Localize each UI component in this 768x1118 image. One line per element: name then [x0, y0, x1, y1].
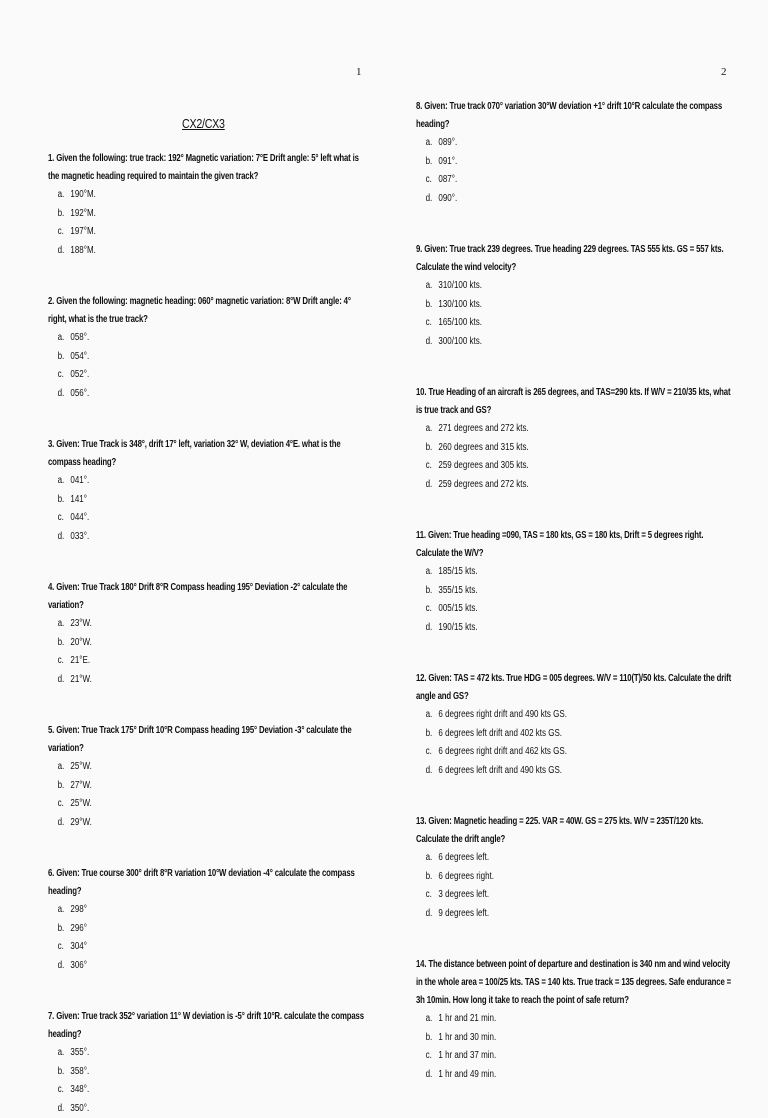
question-text: 6. Given: True course 300° drift 8°R variation 10°W deviation -4° calculate the compass heading? [48, 865, 368, 901]
option-text: 310/100 kts. [438, 277, 482, 296]
question [416, 527, 740, 637]
option-text: 300/100 kts. [438, 333, 482, 352]
option-text: 355/15 kts. [438, 582, 477, 601]
spacer [48, 403, 368, 436]
option-text: 056°. [70, 385, 89, 404]
option-letter: b. [58, 1063, 68, 1082]
answer-option [416, 1047, 675, 1066]
option-text: 20°W. [70, 634, 91, 653]
option-letter: a. [426, 420, 436, 439]
option-list [416, 134, 740, 208]
question-text: 9. Given: True track 239 degrees. True heading 229 degrees. TAS 555 kts. GS = 557 kts. Calculate the wind velocity? [416, 241, 736, 277]
option-letter: a. [426, 277, 436, 296]
option-text: 058°. [70, 329, 89, 348]
answer-option [48, 758, 304, 777]
option-letter: d. [58, 814, 68, 833]
question [48, 579, 368, 689]
option-list [416, 277, 740, 351]
question [48, 865, 368, 975]
answer-option [416, 1066, 675, 1085]
option-list [48, 186, 368, 260]
option-text: 087°. [438, 171, 457, 190]
option-letter: d. [426, 476, 436, 495]
answer-option [48, 901, 304, 920]
answer-option [416, 457, 675, 476]
question [48, 436, 368, 546]
option-letter: b. [58, 491, 68, 510]
option-text: 9 degrees left. [438, 905, 489, 924]
option-text: 090°. [438, 190, 457, 209]
option-text: 1 hr and 37 min. [438, 1047, 496, 1066]
option-list [416, 563, 740, 637]
option-text: 1 hr and 30 min. [438, 1029, 496, 1048]
option-text: 306° [70, 957, 87, 976]
option-letter: c. [426, 600, 436, 619]
option-text: 6 degrees right drift and 490 kts GS. [438, 706, 567, 725]
option-letter: c. [58, 366, 68, 385]
spacer [48, 832, 368, 865]
option-letter: b. [58, 348, 68, 367]
answer-option [416, 762, 675, 781]
answer-option [48, 329, 304, 348]
answer-option [416, 563, 675, 582]
option-text: 165/100 kts. [438, 314, 482, 333]
spacer [416, 494, 740, 527]
option-letter: d. [58, 528, 68, 547]
option-text: 355°. [70, 1044, 89, 1063]
question-text: 7. Given: True track 352° variation 11° W deviation is -5° drift 10°R. calculate the compass heading? [48, 1008, 368, 1044]
option-letter: a. [426, 134, 436, 153]
option-text: 27°W. [70, 777, 91, 796]
question [48, 722, 368, 832]
option-text: 041°. [70, 472, 89, 491]
option-letter: d. [426, 1066, 436, 1085]
question [48, 150, 368, 260]
option-letter: d. [426, 762, 436, 781]
option-text: 188°M. [70, 242, 95, 261]
question [48, 293, 368, 403]
option-letter: d. [58, 1100, 68, 1118]
answer-option [416, 886, 675, 905]
option-text: 21°E. [70, 652, 90, 671]
spacer [48, 689, 368, 722]
option-letter: d. [58, 957, 68, 976]
option-letter: c. [426, 886, 436, 905]
option-letter: d. [426, 619, 436, 638]
answer-option [416, 600, 675, 619]
question-column-right [416, 98, 740, 1084]
option-text: 260 degrees and 315 kts. [438, 439, 528, 458]
question-text: 14. The distance between point of departure and destination is 340 nm and wind velocity in the whole area = 100/25 kts. TAS = 140 kts. True track = 135 degrees. Safe endurance = 3h 10min. How long it take to reach the point of safe return? [416, 956, 736, 1010]
answer-option [48, 186, 304, 205]
option-letter: c. [58, 223, 68, 242]
answer-option [416, 134, 675, 153]
option-letter: c. [58, 509, 68, 528]
option-text: 197°M. [70, 223, 95, 242]
option-text: 21°W. [70, 671, 91, 690]
answer-option [48, 615, 304, 634]
answer-option [48, 634, 304, 653]
question [416, 670, 740, 780]
option-letter: b. [426, 868, 436, 887]
answer-option [416, 333, 675, 352]
option-text: 044°. [70, 509, 89, 528]
option-letter: b. [58, 205, 68, 224]
answer-option [416, 296, 675, 315]
question-text: 3. Given: True Track is 348°, drift 17° left, variation 32° W, deviation 4°E. what is the compass heading? [48, 436, 368, 472]
option-letter: c. [426, 457, 436, 476]
option-text: 6 degrees left drift and 490 kts GS. [438, 762, 562, 781]
option-text: 005/15 kts. [438, 600, 477, 619]
option-letter: a. [58, 901, 68, 920]
question-text: 2. Given the following: magnetic heading: 060° magnetic variation: 8°W Drift angle: 4° right, what is the true track? [48, 293, 368, 329]
option-text: 358°. [70, 1063, 89, 1082]
option-letter: c. [58, 938, 68, 957]
answer-option [48, 1044, 304, 1063]
option-letter: b. [426, 153, 436, 172]
answer-option [48, 777, 304, 796]
answer-option [416, 420, 675, 439]
answer-option [48, 814, 304, 833]
answer-option [48, 491, 304, 510]
option-letter: b. [426, 725, 436, 744]
option-list [48, 329, 368, 403]
answer-option [416, 619, 675, 638]
option-text: 190/15 kts. [438, 619, 477, 638]
question-text: 5. Given: True Track 175° Drift 10°R Compass heading 195° Deviation -3° calculate the variation? [48, 722, 368, 758]
answer-option [416, 277, 675, 296]
option-text: 350°. [70, 1100, 89, 1118]
option-text: 141° [70, 491, 87, 510]
answer-option [48, 223, 304, 242]
option-letter: a. [426, 706, 436, 725]
spacer [48, 260, 368, 293]
option-letter: a. [58, 472, 68, 491]
question-text: 10. True Heading of an aircraft is 265 degrees, and TAS=290 kts. If W/V = 210/35 kts, what is true track and GS? [416, 384, 736, 420]
option-text: 1 hr and 49 min. [438, 1066, 496, 1085]
page-number: 1 [356, 66, 362, 78]
spacer [48, 975, 368, 1008]
answer-option [416, 439, 675, 458]
option-text: 6 degrees right. [438, 868, 494, 887]
option-letter: c. [426, 314, 436, 333]
option-list [416, 1010, 740, 1084]
option-text: 296° [70, 920, 87, 939]
spacer [416, 637, 740, 670]
spacer [416, 351, 740, 384]
option-letter: a. [58, 615, 68, 634]
option-letter: d. [58, 385, 68, 404]
question [48, 1008, 368, 1118]
option-letter: b. [426, 296, 436, 315]
answer-option [416, 190, 675, 209]
option-text: 190°M. [70, 186, 95, 205]
option-text: 185/15 kts. [438, 563, 477, 582]
option-letter: b. [426, 582, 436, 601]
option-letter: c. [426, 1047, 436, 1066]
option-text: 052°. [70, 366, 89, 385]
answer-option [48, 671, 304, 690]
option-text: 6 degrees left. [438, 849, 489, 868]
option-letter: b. [426, 1029, 436, 1048]
answer-option [416, 314, 675, 333]
answer-option [416, 171, 675, 190]
answer-option [48, 1063, 304, 1082]
answer-option [48, 472, 304, 491]
option-text: 089°. [438, 134, 457, 153]
question-text: 1. Given the following: true track: 192° Magnetic variation: 7°E Drift angle: 5° left what is the magnetic heading required to maintain the given track? [48, 150, 368, 186]
option-letter: a. [426, 563, 436, 582]
answer-option [48, 795, 304, 814]
option-text: 348°. [70, 1081, 89, 1100]
answer-option [416, 582, 675, 601]
option-letter: b. [58, 920, 68, 939]
question-text: 12. Given: TAS = 472 kts. True HDG = 005 degrees. W/V = 110(T)/50 kts. Calculate the drift angle and GS? [416, 670, 736, 706]
answer-option [48, 957, 304, 976]
option-text: 25°W. [70, 758, 91, 777]
answer-option [416, 476, 675, 495]
option-letter: a. [58, 329, 68, 348]
option-text: 054°. [70, 348, 89, 367]
option-text: 130/100 kts. [438, 296, 482, 315]
option-text: 091°. [438, 153, 457, 172]
option-list [416, 706, 740, 780]
option-letter: c. [58, 795, 68, 814]
option-text: 6 degrees left drift and 402 kts GS. [438, 725, 562, 744]
option-letter: c. [426, 743, 436, 762]
answer-option [416, 706, 675, 725]
option-letter: c. [58, 652, 68, 671]
option-letter: b. [426, 439, 436, 458]
page-number: 2 [721, 66, 727, 78]
question [416, 241, 740, 351]
question-text: 13. Given: Magnetic heading = 225. VAR = 40W. GS = 275 kts. W/V = 235T/120 kts. Calculate the drift angle? [416, 813, 736, 849]
option-list [416, 420, 740, 494]
option-letter: c. [58, 1081, 68, 1100]
spacer [416, 780, 740, 813]
spacer [48, 546, 368, 579]
answer-option [416, 153, 675, 172]
question [416, 98, 740, 208]
option-text: 298° [70, 901, 87, 920]
option-text: 271 degrees and 272 kts. [438, 420, 528, 439]
option-text: 192°M. [70, 205, 95, 224]
option-letter: d. [58, 242, 68, 261]
option-letter: a. [58, 186, 68, 205]
question [416, 384, 740, 494]
option-letter: a. [58, 758, 68, 777]
question-text: 4. Given: True Track 180° Drift 8°R Compass heading 195° Deviation -2° calculate the variation? [48, 579, 368, 615]
option-list [48, 615, 368, 689]
option-text: 6 degrees right drift and 462 kts GS. [438, 743, 567, 762]
answer-option [48, 385, 304, 404]
option-letter: d. [426, 333, 436, 352]
option-text: 3 degrees left. [438, 886, 489, 905]
option-letter: d. [426, 190, 436, 209]
answer-option [48, 938, 304, 957]
question [416, 956, 740, 1084]
answer-option [48, 1081, 304, 1100]
page-left [0, 0, 384, 1024]
option-text: 1 hr and 21 min. [438, 1010, 496, 1029]
option-text: 29°W. [70, 814, 91, 833]
answer-option [416, 1010, 675, 1029]
answer-option [416, 725, 675, 744]
option-list [48, 472, 368, 546]
answer-option [48, 920, 304, 939]
answer-option [48, 528, 304, 547]
answer-option [48, 348, 304, 367]
option-list [48, 1044, 368, 1118]
question [416, 813, 740, 923]
question-text: 8. Given: True track 070° variation 30°W deviation +1° drift 10°R calculate the compass heading? [416, 98, 736, 134]
option-text: 23°W. [70, 615, 91, 634]
option-letter: c. [426, 171, 436, 190]
spacer [416, 208, 740, 241]
answer-option [48, 509, 304, 528]
answer-option [48, 366, 304, 385]
answer-option [416, 849, 675, 868]
question-text: 11. Given: True heading =090, TAS = 180 kts, GS = 180 kts, Drift = 5 degrees right. Calculate the W/V? [416, 527, 736, 563]
answer-option [416, 1029, 675, 1048]
option-list [48, 901, 368, 975]
spacer [416, 923, 740, 956]
option-letter: a. [426, 1010, 436, 1029]
answer-option [48, 652, 304, 671]
answer-option [416, 868, 675, 887]
option-letter: d. [426, 905, 436, 924]
option-text: 259 degrees and 305 kts. [438, 457, 528, 476]
option-list [416, 849, 740, 923]
question-column-left [48, 150, 368, 1118]
option-list [48, 758, 368, 832]
option-text: 304° [70, 938, 87, 957]
answer-option [416, 743, 675, 762]
page-title: CX2/CX3 [182, 116, 225, 131]
option-letter: d. [58, 671, 68, 690]
option-text: 259 degrees and 272 kts. [438, 476, 528, 495]
option-letter: a. [58, 1044, 68, 1063]
answer-option [48, 1100, 304, 1118]
option-letter: b. [58, 777, 68, 796]
option-letter: b. [58, 634, 68, 653]
option-text: 25°W. [70, 795, 91, 814]
answer-option [48, 242, 304, 261]
option-text: 033°. [70, 528, 89, 547]
option-letter: a. [426, 849, 436, 868]
answer-option [416, 905, 675, 924]
answer-option [48, 205, 304, 224]
